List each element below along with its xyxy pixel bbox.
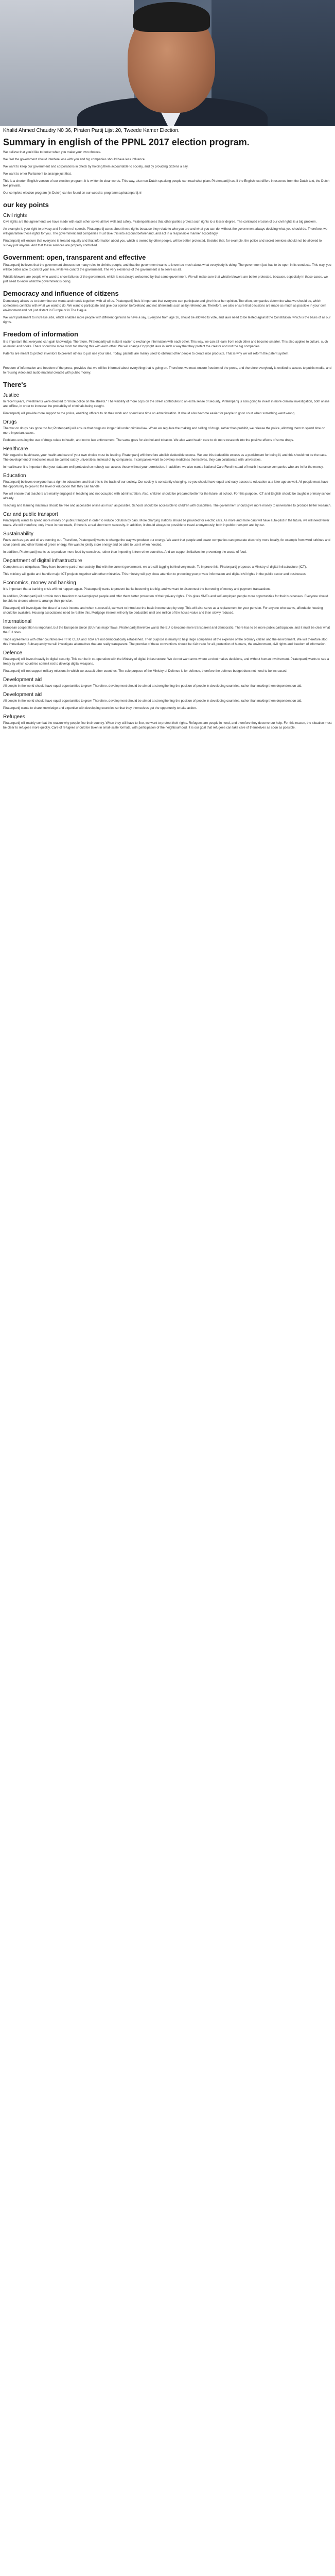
section-paragraph: Whistle blowers are people who want to show failures of the government, which is not always welcomed by that same government. We will make sure that whistle blowers are better protected, because, especially in those cases, we just need to know what the government is doing. bbox=[3, 275, 328, 283]
section-heading: Freedom of information bbox=[3, 330, 78, 338]
section-heading: Democracy and influence of citizens bbox=[3, 290, 119, 297]
section-paragraph: In healthcare, it is important that your data are well protected so nobody can access these without your permission. In addition, we also want a National Care Fund instead of health insurance companies who are in for the money. bbox=[3, 465, 324, 469]
section-heading: Government: open, transparent and effective bbox=[3, 253, 146, 261]
intro-paragraph: We believe that you'd like to better when you make your own choices. bbox=[3, 150, 101, 154]
section-paragraph: The war on drugs has gone too far; Piratenpartij will ensure that drugs no longer fall under criminal law. When we regulate the making and selling of drugs, rather than prohibit, we release the police, allowing them to spend time on more important cases. bbox=[3, 427, 325, 435]
section-paragraph: Computers are ubiquitous. They have become part of our society. But with the current government, we are still lagging behind very much. To improve this, Piratenpartij proposes a Ministry of digital infrastructure (ICT). bbox=[3, 565, 307, 569]
intro-paragraph: Our complete election program (in Dutch) can be found on our website: programma.piratenpartij.nl bbox=[3, 191, 142, 195]
section-paragraph: It is important that everyone can gain knowledge. Therefore, Piratenpartij will make it easier to exchange information with each other. This way, we can all learn from each other and become smarter. This also applies to culture, such as music and books. There should be more room for sharing this with each other. We will change Copyright laws in such a way that they protect the creator and not the big companies. bbox=[3, 340, 328, 348]
section-paragraph: This ministry will guide and handle major ICT projects together with other ministries. This ministry will pay close attention to protecting your private information and digital civil rights in the public sector and businesses. bbox=[3, 572, 307, 576]
section-paragraph: It is important that a banking crisis will not happen again. Piratenpartij wants to prevent banks becoming too big, and we want to disconnect the borrowing of money and payment transactions. bbox=[3, 587, 272, 591]
section-paragraph: Piratenpartij will mainly combat the reason why people flee their country. When they still have to flee, we want to protect their rights. Refugees are people in need, and therefore they deserve our help. For this reason, the situation must be clear to refugees more quickly. Care of refugees should be taken in small-scale formats, with participation of the neighbourhood. It is our goal that refugees can take care of themselves as soon as possible. bbox=[3, 721, 332, 730]
section-paragraph: All people in the world should have equal opportunities to grow. Therefore, development should be aimed at strengthening the position of people in developing countries, rather than making them dependent on aid. bbox=[3, 684, 302, 688]
section-paragraph: We want parliament to increase size, which enables more people with different opinions to have a say. Everyone from age 16, should be allowed to vote, and laws need to be tested against the Constitution, which is the basis of all our rights. bbox=[3, 316, 331, 324]
section-heading: Development aid bbox=[3, 692, 42, 698]
section-heading: Healthcare bbox=[3, 446, 28, 452]
section-heading: Development aid bbox=[3, 677, 42, 683]
intro-paragraph: We want to keep our government and corporations in check by holding them accountable to society, and by providing citizens a say. bbox=[3, 165, 189, 168]
section-paragraph: European cooperation is important, but the European Union (EU) has major flaws. Piratenpartij therefore wants the EU to become more transparent and democratic. There has to be more public participation, and it must be clear what the EU does. bbox=[3, 626, 330, 634]
section-heading: Car and public transport bbox=[3, 512, 58, 517]
page bbox=[0, 0, 335, 733]
section-heading: International bbox=[3, 619, 32, 624]
section-heading: Drugs bbox=[3, 419, 17, 425]
section-paragraph: In addition, Piratenpartij will provide more freedom to self-employed people and offer them better protection of their privacy rights. This gives SMEs and self-employed people more opportunities for their businesses. Everyone should be able to choose where to arrange their pension. bbox=[3, 595, 328, 603]
section-heading: Refugees bbox=[3, 714, 25, 720]
section-heading: Education bbox=[3, 473, 26, 479]
intro-paragraph: We want to enter Parliament to arrange just that. bbox=[3, 172, 72, 176]
section-paragraph: Piratenpartij will investigate the idea of a basic income and when successful, we want to introduce the basic income step by step. This will also serve as a replacement for your pension. For anyone who wants, affordable housing should be available. Housing associations need to realize this. Mortgage interest will only be deductible until one million of the house value and then slowly reduced. bbox=[3, 606, 323, 615]
section-heading: Economics, money and banking bbox=[3, 580, 76, 586]
section-paragraph: Piratenpartij will ensure that everyone is treated equally and that information about you, which is owned by other people, will be better protected. Besides that, for example, the police and secret services should not be allowed to survey just anyone. And that these services are properly controlled. bbox=[3, 239, 322, 247]
intro-paragraph: We feel the government should interfere less with you and big companies should have less influence. bbox=[3, 158, 146, 161]
section-paragraph: We will ensure that teachers are mainly engaged in teaching and not occupied with administration. Also, children should be prepared better for the future, at school. For this purpose, ICT and English should be taught in primary school already. bbox=[3, 492, 331, 500]
program-sections bbox=[0, 212, 335, 730]
section-heading: Civil rights bbox=[3, 213, 27, 218]
section-paragraph: With regard to healthcare, your health and care of your own choice must be leading. Piratenpartij will therefore abolish deductible excess. We see this deductible excess as a punishment for being ill, and this should not be the case. The development of medicines must be carried out by universities, instead of by companies. If companies want to develop medicines themselves, they can collaborate with universities. bbox=[3, 453, 327, 462]
section-heading: Sustainability bbox=[3, 531, 33, 537]
section-paragraph: Piratenpartij believes everyone has a right to education, and that this is the basis of our society. Our society is constantly changing, so you should have equal and easy access to education at a later age as well. All people must have the opportunity to grow to the level of education that they can handle. bbox=[3, 480, 328, 488]
section-paragraph: In recent years, investments were directed to "more police on the streets." The visibility of more cops on the street contributes to an extra sense of security. Piratenpartij is also going to invest in more criminal investigation, both online and offline, in order to increase the probability of criminals being caught. bbox=[3, 400, 330, 408]
section-paragraph: Trade agreements with other countries like TTIP, CETA and TiSA are not democratically established. Their purpose is mainly to help large companies at the expense of the ordinary citizen and the environment. We will therefore stop this immediately. Subsequently we will investigate alternatives that are really transparent. The premise of these conventions should be: fair trade for all, protection of humans, the environment, civil rights and freedom of information. bbox=[3, 638, 328, 646]
candidate-photo bbox=[0, 0, 335, 126]
section-heading: Justice bbox=[3, 393, 20, 398]
section-paragraph: Democracy allows us to determine our wants and needs together, with all of us. Piratenpartij finds it important that everyone can participate and give his or her opinion. Too often, companies determine what we should do, which sometimes conflicts with what we want to do. We want to participate and give our opinion beforehand and not afterwards such as by referendum. Therefore, we also ensure that decisions are made as much as possible in your own environment and not just distant in Europe or in The Hague. bbox=[3, 299, 326, 312]
section-paragraph: Piratenpartij wants to spend more money on public transport in order to reduce pollution by cars. More charging stations should be provided for electric cars. As more and more cars will have auto-pilot in the future, we will need fewer roads. We will therefore, only invest in new roads, if there is a real short term necessity. In addition, it should always be possible to travel anonymously, both in public transport and by car. bbox=[3, 519, 329, 527]
section-paragraph: All people in the world should have equal opportunities to grow. Therefore, development should be aimed at strengthening the position of people in developing countries, rather than making them dependent on aid. bbox=[3, 699, 302, 703]
section-paragraph: Civil rights are the agreements we have made with each other so we all live well and safely. Piratenpartij sees that other parties protect such rights to a lesser degree. The continued erosion of our civil rights is a big problem. bbox=[3, 220, 317, 224]
section-paragraph: Piratenpartij will not support military missions in which we assault other countries. The sole purpose of the Ministry of Defence is for defense, therefore the defence budget does not need to be increased. bbox=[3, 669, 288, 673]
section-paragraph: Patents are meant to protect inventors to prevent others to just use your idea. Today, patents are mainly used to obstruct other people to create nice products. That is why we will reform the patent system. bbox=[3, 352, 290, 355]
section-heading: Department of digital infrastructure bbox=[3, 558, 82, 564]
section-paragraph: Problems ensuing the use of drugs relate to health, and not to law enforcement. The same goes for alcohol and tobacco. We also want health care to do more research into the positive effects of some drugs. bbox=[3, 438, 294, 442]
intro-paragraph: This is a shorter, English version of our election program. It is written in clear words. This way, also non-Dutch speaking people can read what plans Piratenpartij has, if the English text differs in essence from the Dutch text, the Dutch text prevails. bbox=[3, 179, 330, 188]
page-title: Summary in english of the PPNL 2017 election program. bbox=[3, 137, 250, 147]
intro bbox=[0, 150, 335, 195]
section-heading: There's bbox=[3, 381, 27, 388]
section-paragraph: Piratenpartij believes that the government chooses too many rules to shrinks people, and that the government wants to know too much about what everybody is doing. The government just has to be open in its conducts. This way, you will be better able to control your live, while we control the government. The very existence of the government is to serve us all. bbox=[3, 263, 331, 272]
section-paragraph: Teaching and learning materials should be free and accessible online as much as possible. Schools should be accessible to children with disabilities. The government should give more money to universities to produce better research. bbox=[3, 504, 331, 507]
section-paragraph: Piratenpartij will provide more support to the police, enabling officers to do their work and spend less time on administration. It should also become easier for people to go to court when something went wrong. bbox=[3, 412, 295, 415]
key-points-heading: our key points bbox=[3, 201, 49, 209]
section-paragraph: Piratenpartij wants to share knowledge and expertise with developing countries so that they themselves get the opportunity to take action. bbox=[3, 706, 197, 710]
section-paragraph: An example is your right to privacy and freedom of speech. Piratenpartij cares about these rights because they relate to who you are and what you can do, without the government always deciding what you should do. Therefore, we will guarantee these rights for you. The government and companies must take this into account beforehand, and act in a responsible manner accordingly. bbox=[3, 227, 328, 235]
photo-caption: Khalid Ahmed Chaudry N0 36, Piraten Partij Lijst 20, Tweede Kamer Election. bbox=[3, 128, 180, 133]
section-paragraph: In addition, Piratenpartij wants us to produce more food by ourselves, rather than importing it from other countries. And we support initiatives for preventing the waste of food. bbox=[3, 550, 247, 554]
section-paragraph bbox=[3, 359, 332, 363]
section-paragraph: Freedom of information and freedom of the press, provides that we will be informed about everything that is going on. Therefore, we must ensure freedom of the press, and therefore everybody is entitled to access to public media, and to reusing video and audio material created with public money. bbox=[3, 366, 331, 375]
section-paragraph: Piratenpartij will invest heavily in digital security. This can be in co-operation with the Ministry of digital infrastructure. We do not want arms where a robot makes decisions, and without human involvement. Piratenpartij wants to see a treaty by which countries commit not to develop digital weapons. bbox=[3, 657, 329, 666]
section-paragraph: Fuels such as gas and oil are running out. Therefore, Piratenpartij wants to change the way we produce our energy. We want that people and power companies can generate electricity more locally, for example from wind turbines and solar panels and other forms of green energy. We want to jointly store energy and be able to use it when needed. bbox=[3, 538, 330, 547]
section-heading: Defence bbox=[3, 650, 23, 656]
